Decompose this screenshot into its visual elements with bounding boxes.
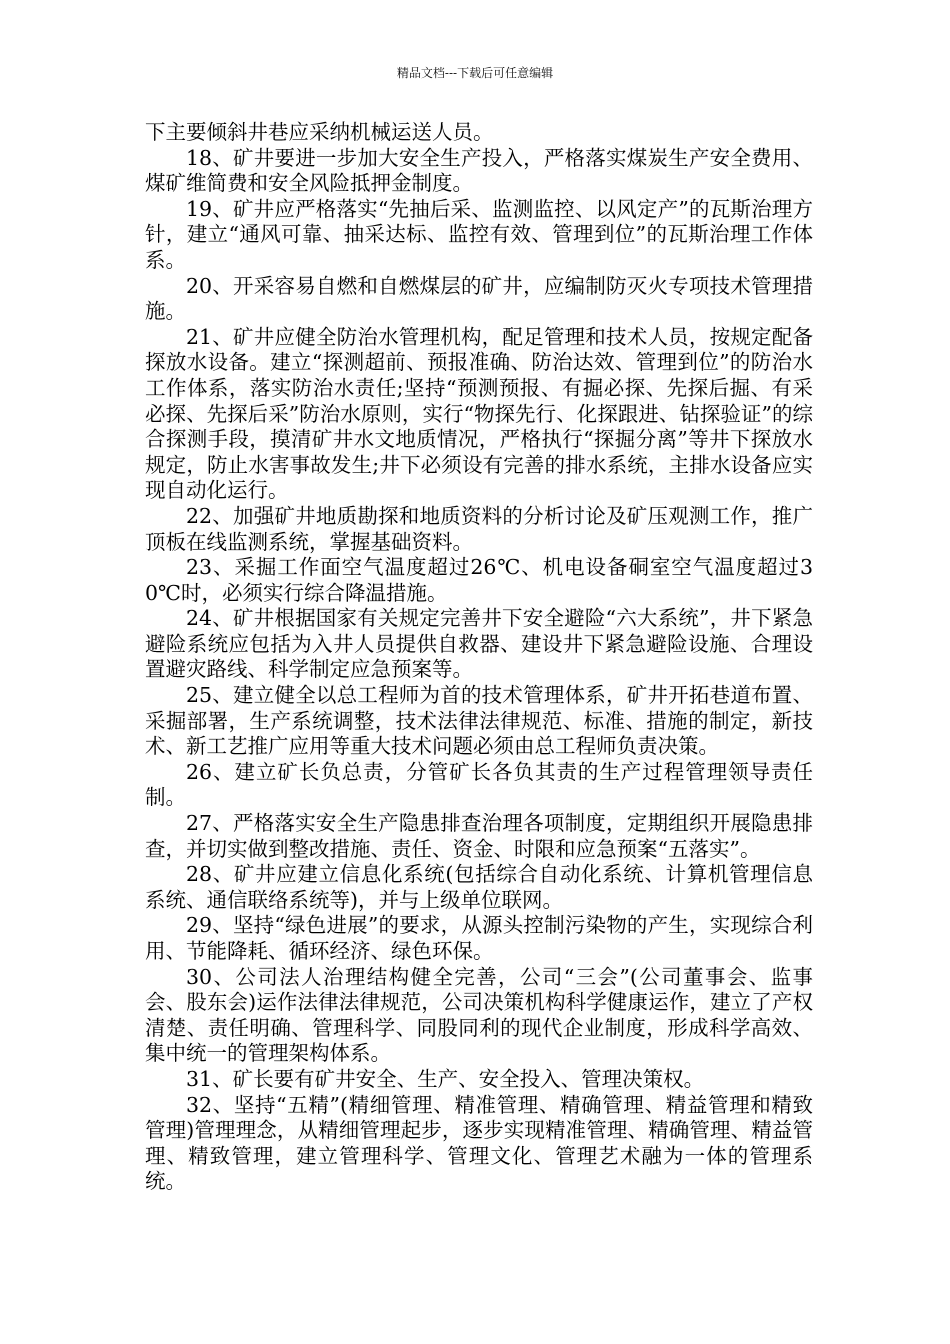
paragraph-item-22: 22、加强矿井地质勘探和地质资料的分析讨论及矿压观测工作，推广顶板在线监测系统，掌握基础资料。	[145, 503, 813, 554]
document-body	[145, 120, 813, 1195]
paragraph-item-32: 32、坚持“五精”(精细管理、精准管理、精确管理、精益管理和精致管理)管理理念，从精细管理起步，逐步实现精准管理、精确管理、精益管理、精致管理，建立管理科学、管理文化、管理艺术融为一体的管理系统。	[145, 1092, 813, 1194]
paragraph-item-31: 31、矿长要有矿井安全、生产、安全投入、管理决策权。	[186, 1066, 705, 1091]
paragraph-item-29: 29、坚持“绿色进展”的要求，从源头控制污染物的产生，实现综合利用、节能降耗、循环经济、绿色环保。	[145, 913, 813, 963]
paragraph-item-25: 25、建立健全以总工程师为首的技术管理体系，矿井开拓巷道布置、采掘部署，生产系统调整，技术法律法律规范、标准、措施的制定，新技术、新工艺推广应用等重大技术问题必须由总工程师负责决策。	[145, 683, 813, 759]
paragraph-item-26: 26、建立矿长负总责，分管矿长各负其责的生产过程管理领导责任制。	[145, 759, 813, 810]
paragraph-item-24: 24、矿井根据国家有关规定完善井下安全避险“六大系统”，井下紧急避险系统应包括为入井人员提供自救器、建设井下紧急避险设施、合理设置避灾路线、科学制定应急预案等。	[145, 606, 813, 682]
paragraph-item-20: 20、开采容易自燃和自燃煤层的矿井，应编制防灭火专项技术管理措施。	[145, 273, 813, 324]
paragraph-item-23: 23、采掘工作面空气温度超过26℃、机电设备硐室空气温度超过30℃时，必须实行综合降温措施。	[145, 555, 813, 605]
paragraph-item-21: 21、矿井应健全防治水管理机构，配足管理和技术人员，按规定配备探放水设备。建立“探测超前、预报准确、防治达效、管理到位”的防治水工作体系，落实防治水责任;坚持“预测预报、有掘必探、先探后掘、有采必探、先探后采”防治水原则，实行“物探先行、化探跟进、钻探验证”的综合探测手段，摸清矿井水文地质情况，严格执行“探掘分离”等井下探放水规定，防止水害事故发生;井下必须设有完善的排水系统，主排水设备应实现自动化运行。	[145, 324, 813, 503]
paragraph-item-19: 19、矿井应严格落实“先抽后采、监测监控、以风定产”的瓦斯治理方针，建立“通风可靠、抽采达标、监控有效、管理到位”的瓦斯治理工作体系。	[145, 196, 813, 272]
paragraph-continuation: 下主要倾斜井巷应采纳机械运送人员。	[145, 120, 494, 144]
paragraph-item-30: 30、公司法人治理结构健全完善，公司“三会”(公司董事会、监事会、股东会)运作法律法律规范，公司决策机构科学健康运作，建立了产权清楚、责任明确、管理科学、同股同利的现代企业制度，形成科学高效、集中统一的管理架构体系。	[145, 964, 813, 1066]
page-header: 精品文档---下载后可任意编辑	[396, 66, 554, 80]
paragraph-item-18: 18、矿井要进一步加大安全生产投入，严格落实煤炭生产安全费用、煤矿维简费和安全风险抵押金制度。	[145, 145, 813, 196]
paragraph-item-28: 28、矿井应建立信息化系统(包括综合自动化系统、计算机管理信息系统、通信联络系统等)，并与上级单位联网。	[145, 862, 813, 912]
paragraph-item-27: 27、严格落实安全生产隐患排查治理各项制度，定期组织开展隐患排查，并切实做到整改措施、责任、资金、时限和应急预案“五落实”。	[145, 811, 813, 861]
